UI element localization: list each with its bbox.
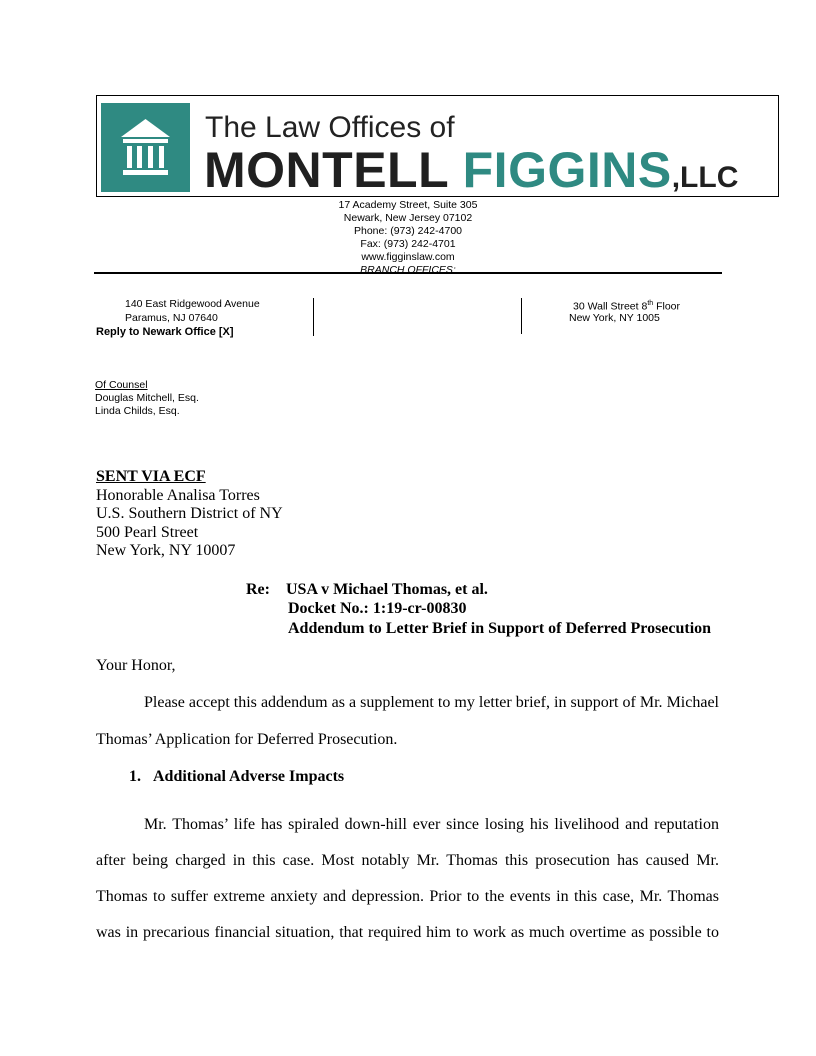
reply-to-note: Reply to Newark Office [X] [96, 326, 234, 338]
body-line: Thomas to suffer extreme anxiety and depression. Prior to the events in this case, Mr. Thomas [96, 888, 719, 905]
recipient-line: U.S. Southern District of NY [96, 505, 283, 522]
of-counsel-name: Linda Childs, Esq. [95, 405, 180, 417]
firm-logo [101, 103, 190, 192]
body-line: was in precarious financial situation, that required him to work as much overtime as possible to [96, 924, 719, 941]
branch-right-line2: New York, NY 1005 [569, 312, 660, 324]
recipient-line: New York, NY 10007 [96, 542, 236, 559]
body-line: after being charged in this case. Most notably Mr. Thomas this prosecution has caused Mr. [96, 852, 719, 869]
courthouse-icon [101, 103, 190, 192]
of-counsel-label: Of Counsel [95, 379, 148, 391]
firm-name-figgins: FIGGINS [462, 142, 672, 198]
branch-divider-right [521, 298, 522, 334]
office-phone: Phone: (973) 242-4700 [354, 225, 462, 237]
re-case: USA v Michael Thomas, et al. [286, 581, 488, 598]
recipient-line: 500 Pearl Street [96, 524, 199, 541]
body-line: Mr. Thomas’ life has spiraled down-hill ever since losing his livelihood and reputation [144, 816, 719, 833]
re-subject: Addendum to Letter Brief in Support of Deferred Prosecution [288, 620, 712, 637]
intro-line: Thomas’ Application for Deferred Prosecution. [96, 731, 398, 748]
office-address-line2: Newark, New Jersey 07102 [343, 212, 473, 224]
recipient-line: Honorable Analisa Torres [96, 487, 260, 504]
re-label: Re: [246, 581, 270, 598]
delivery-method: SENT VIA ECF [96, 468, 206, 485]
section-heading: Additional Adverse Impacts [153, 768, 345, 785]
office-address-line1: 17 Academy Street, Suite 305 [338, 199, 478, 211]
office-website: www.figginslaw.com [361, 251, 455, 263]
re-docket: Docket No.: 1:19-cr-00830 [288, 600, 467, 617]
firm-name-line2 [204, 143, 738, 205]
branch-right-line1-sup: th [647, 300, 654, 307]
branch-divider-left [313, 298, 314, 336]
branch-left-line1: 140 East Ridgewood Avenue [125, 298, 260, 310]
branch-right-line1-end: Floor [653, 300, 680, 313]
firm-name-montell: MONTELL [204, 142, 449, 198]
of-counsel-name: Douglas Mitchell, Esq. [95, 392, 199, 404]
firm-name-line1: The Law Offices of [205, 111, 455, 144]
branch-offices-label: BRANCH OFFICES: [360, 264, 456, 272]
office-fax: Fax: (973) 242-4701 [360, 238, 456, 250]
branch-right-line1-start: 30 Wall Street 8 [573, 300, 648, 313]
salutation: Your Honor, [96, 657, 176, 674]
section-number: 1. [129, 768, 141, 785]
firm-name-llc: ,LLC [671, 161, 739, 194]
branch-left-line2: Paramus, NJ 07640 [125, 312, 218, 324]
header-divider [94, 272, 722, 274]
intro-line: Please accept this addendum as a supplement to my letter brief, in support of Mr. Michael [144, 694, 719, 711]
